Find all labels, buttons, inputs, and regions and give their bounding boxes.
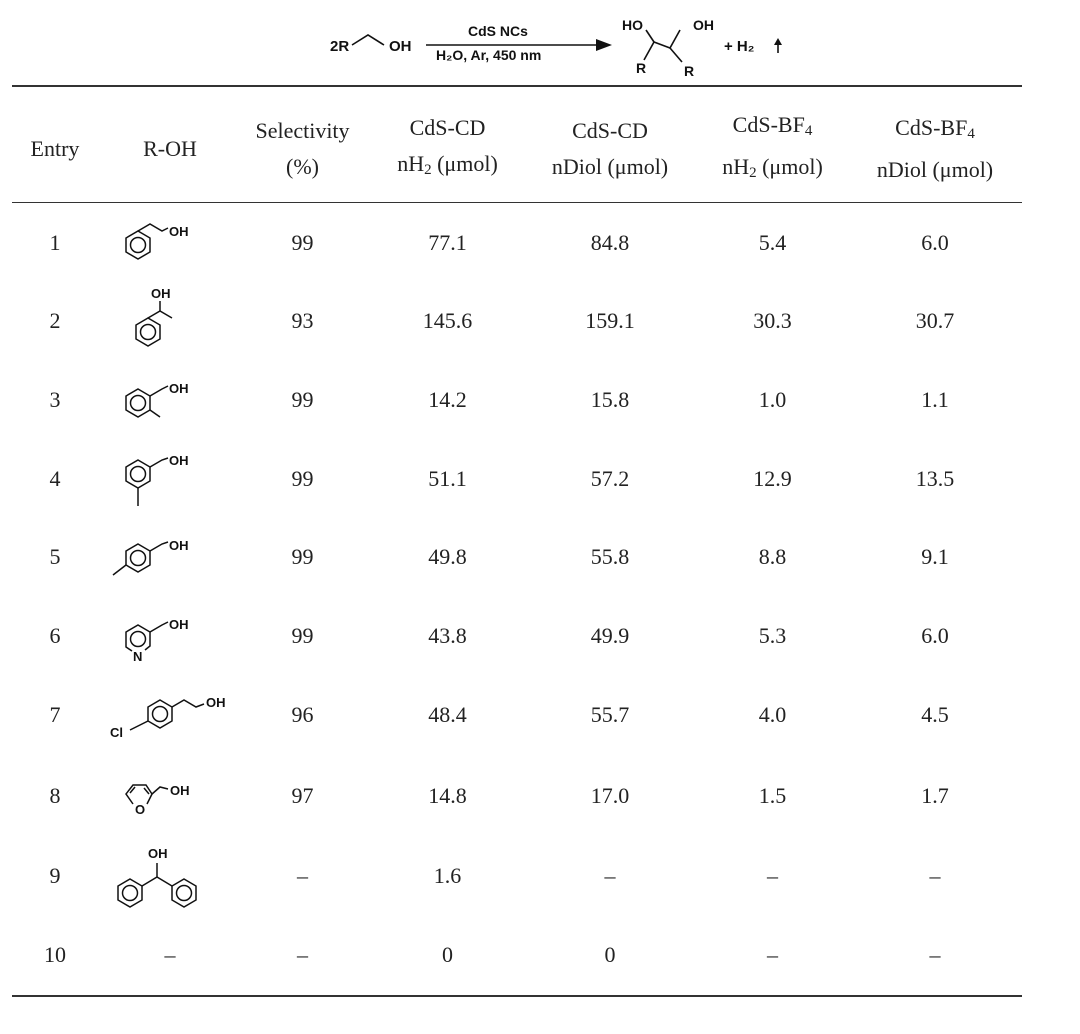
cell-cd-h2: 14.8 (428, 783, 467, 808)
cell-entry: 10 (44, 942, 66, 967)
cell-bf-diol: 30.7 (915, 308, 955, 333)
table-row (0, 761, 1080, 831)
header-cd-h2-line2 (397, 146, 498, 188)
scheme-byproduct: + H₂ (724, 38, 755, 55)
cell-selectivity: 96 (291, 702, 314, 727)
header-cd-h2-unit: (μmol) (431, 151, 498, 176)
cell-bf-diol: 6.0 (921, 623, 949, 648)
cell-entry: 1 (49, 230, 61, 255)
header-cd-diol (540, 110, 680, 188)
table-row (0, 920, 1080, 990)
header-selectivity-line2: (%) (286, 154, 319, 179)
cell-cd-h2: 1.6 (433, 863, 462, 888)
header-cd-diol-line1: CdS-CD (572, 118, 648, 143)
table-row (0, 286, 1080, 356)
cell-cd-diol: 84.8 (590, 230, 630, 255)
cell-selectivity: – (297, 942, 308, 967)
cell-cd-diol: 0 (604, 942, 616, 967)
structure-benzhydrol (100, 841, 240, 911)
structure-furfuryl-alcohol (100, 761, 240, 831)
cell-entry: 6 (49, 623, 61, 648)
cell-entry: 3 (49, 387, 61, 412)
cell-cd-h2: 51.1 (428, 466, 467, 491)
table-row (0, 522, 1080, 592)
scheme-product-r2: R (684, 63, 695, 79)
structure-2-methylbenzyl-alcohol (100, 365, 240, 435)
cell-selectivity: 99 (291, 623, 314, 648)
header-bf-diol-line1 (895, 110, 975, 152)
header-bf-diol-name: CdS-BF (895, 115, 968, 140)
structure-1-phenylethanol (100, 286, 240, 356)
header-bf-diol-name-sub: 4 (967, 126, 975, 142)
cell-bf-h2: 1.5 (758, 783, 787, 808)
table-bottom-rule (12, 995, 1022, 997)
scheme-product-oh: OH (693, 17, 714, 33)
cell-cd-diol: 49.9 (590, 623, 630, 648)
scheme-conditions: H₂O, Ar, 450 nm (436, 47, 542, 63)
structure-3-pyridinemethanol (100, 601, 240, 671)
header-bf-h2-line1 (733, 107, 813, 149)
cell-bf-h2: 1.0 (758, 387, 787, 412)
header-roh (100, 110, 240, 188)
table-row (0, 208, 1080, 278)
header-selectivity-line1: Selectivity (255, 118, 350, 143)
header-entry-label: Entry (30, 136, 80, 161)
label-oh: OH (169, 538, 189, 553)
table-row (0, 601, 1080, 671)
cell-cd-h2: 77.1 (428, 230, 467, 255)
cell-entry: 8 (49, 783, 61, 808)
cell-bf-diol: – (929, 942, 941, 967)
header-cd-diol-line2: nDiol (μmol) (551, 154, 669, 179)
cell-bf-diol: 13.5 (915, 466, 955, 491)
label-oh: OH (206, 695, 226, 710)
label-n: N (133, 649, 143, 664)
cell-entry: 2 (49, 308, 61, 333)
header-bf-h2 (710, 110, 835, 188)
cell-entry: 4 (49, 466, 61, 491)
header-bf-h2-nh: nH (722, 154, 750, 179)
label-oh: OH (169, 381, 189, 396)
label-oh: OH (170, 783, 190, 798)
label-oh: OH (151, 286, 171, 301)
cell-cd-h2: 48.4 (428, 702, 467, 727)
scheme-catalyst: CdS NCs (468, 23, 528, 39)
cell-entry: 5 (49, 544, 61, 569)
table-row (0, 444, 1080, 514)
header-roh-label: R-OH (143, 136, 197, 161)
header-bf-h2-sub: 2 (749, 165, 757, 181)
cell-cd-diol: – (604, 863, 616, 888)
cell-entry: 7 (49, 702, 61, 727)
cell-cd-diol: 57.2 (590, 466, 630, 491)
cell-cd-diol: 15.8 (590, 387, 630, 412)
structure-4-methylbenzyl-alcohol (100, 522, 240, 592)
cell-bf-h2: 8.8 (758, 544, 787, 569)
structure-4-chlorobenzyl-alcohol (100, 680, 240, 750)
cell-bf-h2: 4.0 (758, 702, 787, 727)
label-oh: OH (148, 846, 168, 861)
table-row (0, 680, 1080, 750)
cell-cd-h2: 14.2 (428, 387, 467, 412)
cell-bf-diol: 4.5 (921, 702, 949, 727)
header-bf-h2-unit: (μmol) (756, 154, 823, 179)
header-bf-diol (865, 110, 1005, 188)
cell-bf-h2: 12.9 (753, 466, 792, 491)
cell-bf-diol: 6.0 (921, 230, 949, 255)
header-cd-h2-sub: 2 (424, 162, 432, 178)
cell-bf-h2: – (767, 863, 778, 888)
cell-bf-diol: 1.1 (921, 387, 949, 412)
header-bf-h2-name: CdS-BF (732, 112, 805, 137)
header-cd-h2-line1: CdS-CD (409, 115, 486, 140)
structure-3-methylbenzyl-alcohol (100, 444, 240, 514)
cell-bf-h2: – (767, 942, 778, 967)
cell-cd-diol: 17.0 (590, 783, 630, 808)
table-header-rule (12, 202, 1022, 203)
cell-cd-diol: 55.8 (590, 544, 630, 569)
cell-selectivity: 99 (291, 466, 314, 491)
label-cl: Cl (110, 725, 123, 740)
cell-bf-h2: 5.3 (758, 623, 787, 648)
cell-cd-h2: 49.8 (428, 544, 467, 569)
cell-selectivity: 99 (291, 387, 314, 412)
header-bf-h2-name-sub: 4 (804, 123, 813, 139)
cell-bf-diol: – (929, 863, 941, 888)
cell-cd-h2: 145.6 (422, 308, 473, 333)
scheme-product-r1: R (636, 60, 647, 76)
header-entry (15, 110, 95, 188)
header-cd-h2 (385, 110, 510, 188)
cell-cd-diol: 55.7 (590, 702, 630, 727)
cell-entry: 9 (49, 863, 61, 888)
label-oh: OH (169, 617, 189, 632)
cell-cd-diol: 159.1 (585, 308, 635, 333)
label-oh: OH (169, 453, 189, 468)
scheme-product-ho: HO (622, 17, 643, 33)
header-bf-diol-line2: nDiol (μmol) (876, 157, 994, 182)
cell-cd-h2: 0 (442, 942, 453, 967)
cell-selectivity: 93 (291, 308, 314, 333)
cell-bf-h2: 5.4 (758, 230, 787, 255)
cell-selectivity: 97 (291, 783, 314, 808)
cell-bf-diol: 9.1 (921, 544, 949, 569)
scheme-reactant-bonds (352, 35, 384, 45)
header-cd-h2-nh: nH (397, 151, 425, 176)
cell-roh: – (164, 942, 176, 967)
table-row (0, 365, 1080, 435)
cell-selectivity: 99 (291, 230, 314, 255)
structure-benzyl-alcohol (100, 208, 240, 278)
cell-bf-h2: 30.3 (753, 308, 792, 333)
reaction-scheme (0, 0, 1080, 84)
reaction-arrowhead (596, 39, 612, 51)
cell-selectivity: 99 (291, 544, 314, 569)
scheme-reactant-oh: OH (389, 38, 412, 55)
label-o: O (135, 802, 146, 817)
label-oh: OH (169, 224, 189, 239)
header-selectivity (250, 110, 355, 188)
table-top-rule (12, 85, 1022, 87)
cell-cd-h2: 43.8 (428, 623, 467, 648)
cell-selectivity: – (297, 863, 308, 888)
header-bf-h2-line2 (722, 149, 823, 191)
scheme-reactant: 2R (330, 38, 350, 55)
table-row (0, 841, 1080, 911)
cell-bf-diol: 1.7 (921, 783, 949, 808)
